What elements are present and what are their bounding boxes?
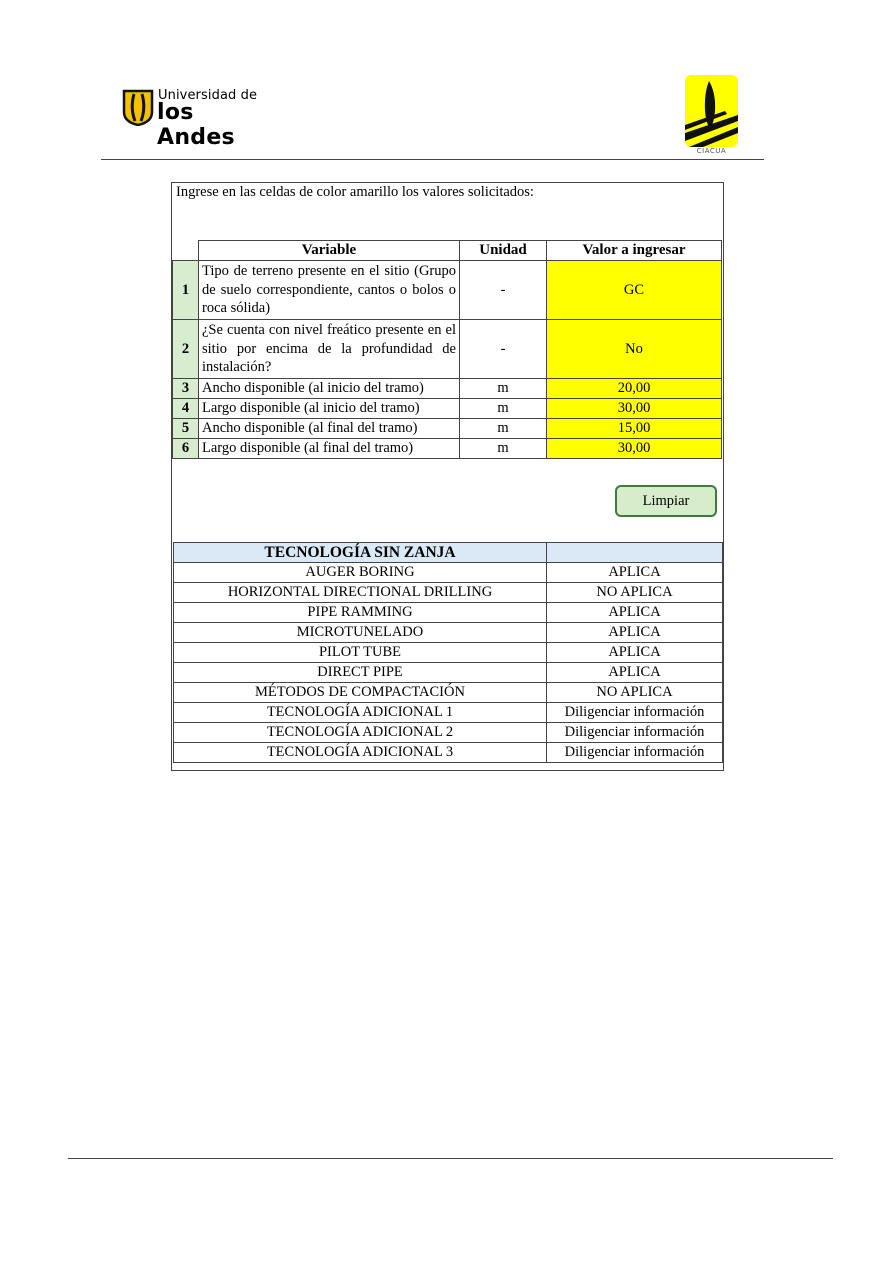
- technology-result: APLICA: [547, 643, 723, 663]
- technology-result: APLICA: [547, 663, 723, 683]
- unit-cell: m: [460, 419, 547, 439]
- row-number: 4: [173, 399, 199, 419]
- cypress-tree-icon: [685, 75, 738, 147]
- results-header: [174, 543, 723, 563]
- technology-result: APLICA: [547, 623, 723, 643]
- ciacua-logo: [685, 75, 738, 157]
- unit-cell: m: [460, 399, 547, 419]
- input-row: [173, 261, 722, 320]
- calculator-frame: [171, 182, 724, 771]
- header-value: Valor a ingresar: [547, 241, 722, 261]
- technology-result: Diligenciar información: [547, 743, 723, 763]
- row-number: 6: [173, 439, 199, 459]
- row-number: 5: [173, 419, 199, 439]
- variable-label: Tipo de terreno presente en el sitio (Grupo de suelo correspondiente, cantos o bolos o roca sólida): [199, 261, 460, 320]
- input-row: [173, 419, 722, 439]
- clear-button[interactable]: Limpiar: [615, 485, 717, 517]
- table-row: [174, 663, 723, 683]
- row-number: 1: [173, 261, 199, 320]
- unit-cell: m: [460, 379, 547, 399]
- variable-label: Largo disponible (al final del tramo): [199, 439, 460, 459]
- variable-label: Ancho disponible (al inicio del tramo): [199, 379, 460, 399]
- university-line-2: los Andes: [157, 100, 235, 150]
- value-input-width-start[interactable]: 20,00: [547, 379, 722, 399]
- technology-result: Diligenciar información: [547, 703, 723, 723]
- variable-label: Largo disponible (al inicio del tramo): [199, 399, 460, 419]
- row-number: 2: [173, 320, 199, 379]
- instruction-text: Ingrese en las celdas de color amarillo los valores solicitados:: [176, 184, 534, 200]
- logo-caption: CIACUA: [696, 147, 727, 155]
- technology-result: NO APLICA: [547, 683, 723, 703]
- input-table-header: [173, 241, 722, 261]
- table-row: [174, 583, 723, 603]
- header-unit: Unidad: [460, 241, 547, 261]
- technology-name: DIRECT PIPE: [174, 663, 547, 683]
- technology-result: APLICA: [547, 603, 723, 623]
- table-row: [174, 703, 723, 723]
- table-row: [174, 563, 723, 583]
- corner-cell: [173, 241, 199, 261]
- variable-label: ¿Se cuenta con nivel freático presente en el sitio por encima de la profundidad de instalación?: [199, 320, 460, 379]
- value-input-width-end[interactable]: 15,00: [547, 419, 722, 439]
- universidad-de-los-andes-logo: [122, 86, 262, 150]
- input-row: [173, 379, 722, 399]
- technology-name: TECNOLOGÍA ADICIONAL 1: [174, 703, 547, 723]
- table-row: [174, 643, 723, 663]
- unit-cell: -: [460, 320, 547, 379]
- input-row: [173, 399, 722, 419]
- table-row: [174, 723, 723, 743]
- technology-name: PIPE RAMMING: [174, 603, 547, 623]
- input-row: [173, 439, 722, 459]
- university-line-1: Universidad de: [158, 88, 258, 103]
- technology-name: TECNOLOGÍA ADICIONAL 2: [174, 723, 547, 743]
- technology-name: MICROTUNELADO: [174, 623, 547, 643]
- table-row: [174, 603, 723, 623]
- value-input-length-end[interactable]: 30,00: [547, 439, 722, 459]
- input-table: [172, 240, 722, 459]
- technology-result: NO APLICA: [547, 583, 723, 603]
- unit-cell: -: [460, 261, 547, 320]
- header-rule: [101, 159, 764, 160]
- row-number: 3: [173, 379, 199, 399]
- technology-result: APLICA: [547, 563, 723, 583]
- technology-name: TECNOLOGÍA ADICIONAL 3: [174, 743, 547, 763]
- table-row: [174, 623, 723, 643]
- technology-name: PILOT TUBE: [174, 643, 547, 663]
- unit-cell: m: [460, 439, 547, 459]
- value-input-length-start[interactable]: 30,00: [547, 399, 722, 419]
- footer-rule: [68, 1158, 833, 1159]
- table-row: [174, 743, 723, 763]
- technology-name: HORIZONTAL DIRECTIONAL DRILLING: [174, 583, 547, 603]
- results-header-title: TECNOLOGÍA SIN ZANJA: [174, 543, 547, 563]
- results-table: [173, 542, 723, 763]
- input-row: [173, 320, 722, 379]
- technology-name: MÉTODOS DE COMPACTACIÓN: [174, 683, 547, 703]
- value-input-terrain[interactable]: GC: [547, 261, 722, 320]
- technology-result: Diligenciar información: [547, 723, 723, 743]
- variable-label: Ancho disponible (al final del tramo): [199, 419, 460, 439]
- table-row: [174, 683, 723, 703]
- shield-logo-icon: [122, 88, 154, 126]
- technology-name: AUGER BORING: [174, 563, 547, 583]
- header-variable: Variable: [199, 241, 460, 261]
- value-input-water-table[interactable]: No: [547, 320, 722, 379]
- results-header-blank: [547, 543, 723, 563]
